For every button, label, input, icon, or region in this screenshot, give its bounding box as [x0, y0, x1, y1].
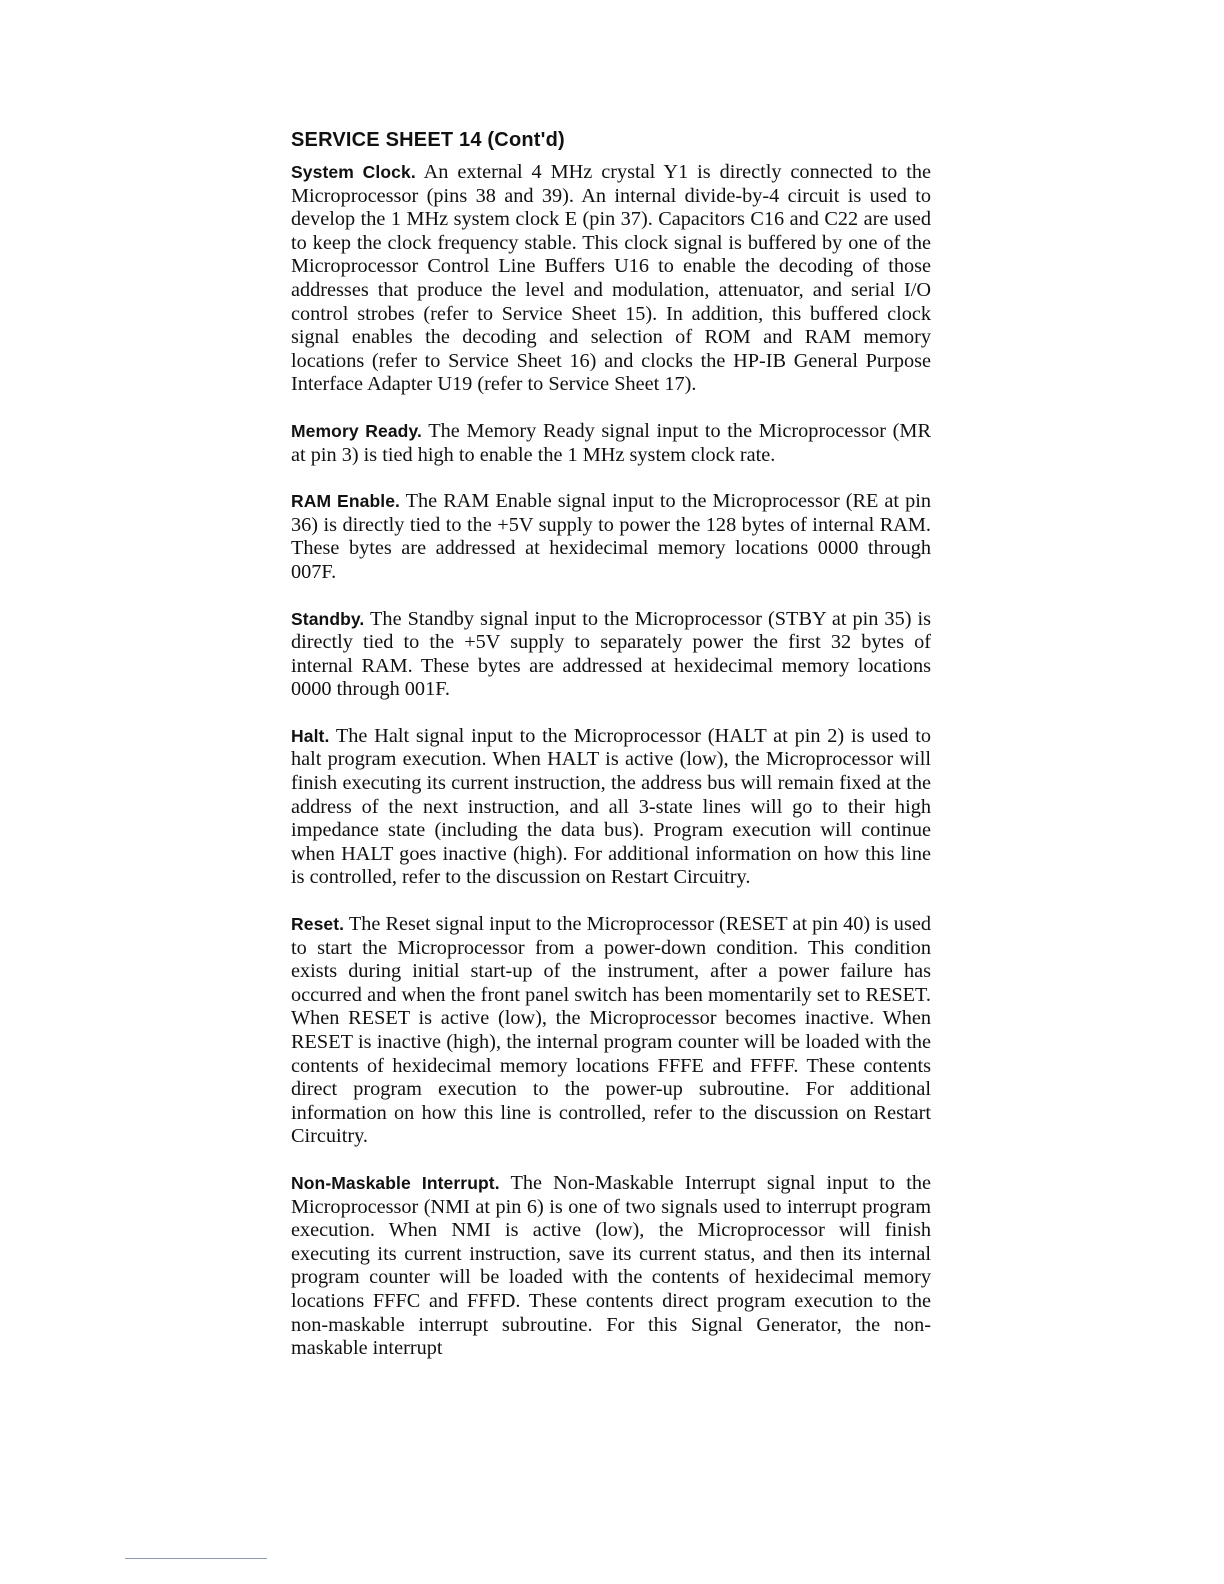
paragraph-heading: RAM Enable. — [291, 491, 400, 512]
paragraph-body: The Reset signal input to the Microprocessor (RESET at pin 40) is used to start the Microprocessor from a power-down condition. This condition exists during initial start-up of the instrument, after a power failure has occurred and when the front panel switch has been momentarily set to RESET. When RESET is active (low), the Microprocessor becomes inactive. When RESET is inactive (high), the internal program counter will be loaded with the contents of hexidecimal memory locations FFFE and FFFF. These contents direct program execution to the power-up subroutine. For additional information on how this line is controlled, refer to the discussion on Restart Circuitry. — [291, 913, 931, 1148]
document-page — [291, 128, 931, 1384]
page-title: SERVICE SHEET 14 (Cont'd) — [291, 129, 565, 151]
paragraph-body: The Halt signal input to the Microprocessor (HALT at pin 2) is used to halt program execution. When HALT is active (low), the Microprocessor will finish executing its current instruction, the address bus will remain fixed at the address of the next instruction, and all 3-state lines will go to their high impedance state (including the data bus). Program execution will continue when HALT goes inactive (high). For additional information on how this line is controlled, refer to the discussion on Restart Circuitry. — [291, 724, 931, 889]
paragraph-body: An external 4 MHz crystal Y1 is directly connected to the Microprocessor (pins 38 and 39). An internal divide-by-4 circuit is used to develop the 1 MHz system clock E (pin 37). Capacitors C16 and C22 are used to keep the clock frequency stable. This clock signal is buffered by one of the Microprocessor Control Line Buffers U16 to enable the decoding of those addresses that produce the level and modulation, attenuator, and serial I/O control strobes (refer to Service Sheet 15). In addition, this buffered clock signal enables the decoding and selection of ROM and RAM memory locations (refer to Service Sheet 16) and clocks the HP-IB General Purpose Interface Adapter U19 (refer to Service Sheet 17). — [291, 161, 932, 396]
paragraph-heading: Non-Maskable Interrupt. — [291, 1172, 500, 1193]
paragraph-ram-enable — [291, 490, 931, 584]
paragraph-system-clock — [291, 161, 931, 397]
paragraph-heading: Reset. — [291, 914, 345, 935]
paragraph-heading: Halt. — [291, 725, 330, 746]
paragraph-reset — [291, 913, 931, 1149]
paragraph-heading: Memory Ready. — [291, 420, 422, 441]
paragraph-heading: System Clock. — [291, 162, 416, 182]
paragraph-body: The Standby signal input to the Microprocessor (STBY at pin 35) is directly tied to the +5V supply to separately power the first 32 bytes of internal RAM. These bytes are addressed at hexidecimal memory locations 0000 through 001F. — [291, 607, 931, 701]
paragraph-halt — [291, 725, 931, 890]
paragraph-heading: Standby. — [291, 608, 365, 629]
paragraph-standby — [291, 608, 931, 702]
paragraph-body: The RAM Enable signal input to the Microprocessor (RE at pin 36) is directly tied to the +5V supply to power the 128 bytes of internal RAM. These bytes are addressed at hexidecimal memory locations 0000 through 007F. — [291, 490, 931, 583]
paragraph-body: The Non-Maskable Interrupt signal input to the Microprocessor (NMI at pin 6) is one of two signals used to interrupt program execution. When NMI is active (low), the Microprocessor will finish executing its current instruction, save its current status, and then its internal program counter will be loaded with the contents of hexidecimal memory locations FFFC and FFFD. These contents direct program execution to the non-maskable interrupt subroutine. For this Signal Generator, the non-maskable interrupt — [291, 1171, 931, 1360]
paragraph-non-maskable-interrupt — [291, 1172, 931, 1361]
footer-rule — [125, 1558, 267, 1559]
paragraph-body: The Memory Ready signal input to the Microprocessor (MR at pin 3) is tied high to enable the 1 MHz system clock rate. — [291, 419, 931, 466]
paragraph-memory-ready — [291, 420, 931, 467]
